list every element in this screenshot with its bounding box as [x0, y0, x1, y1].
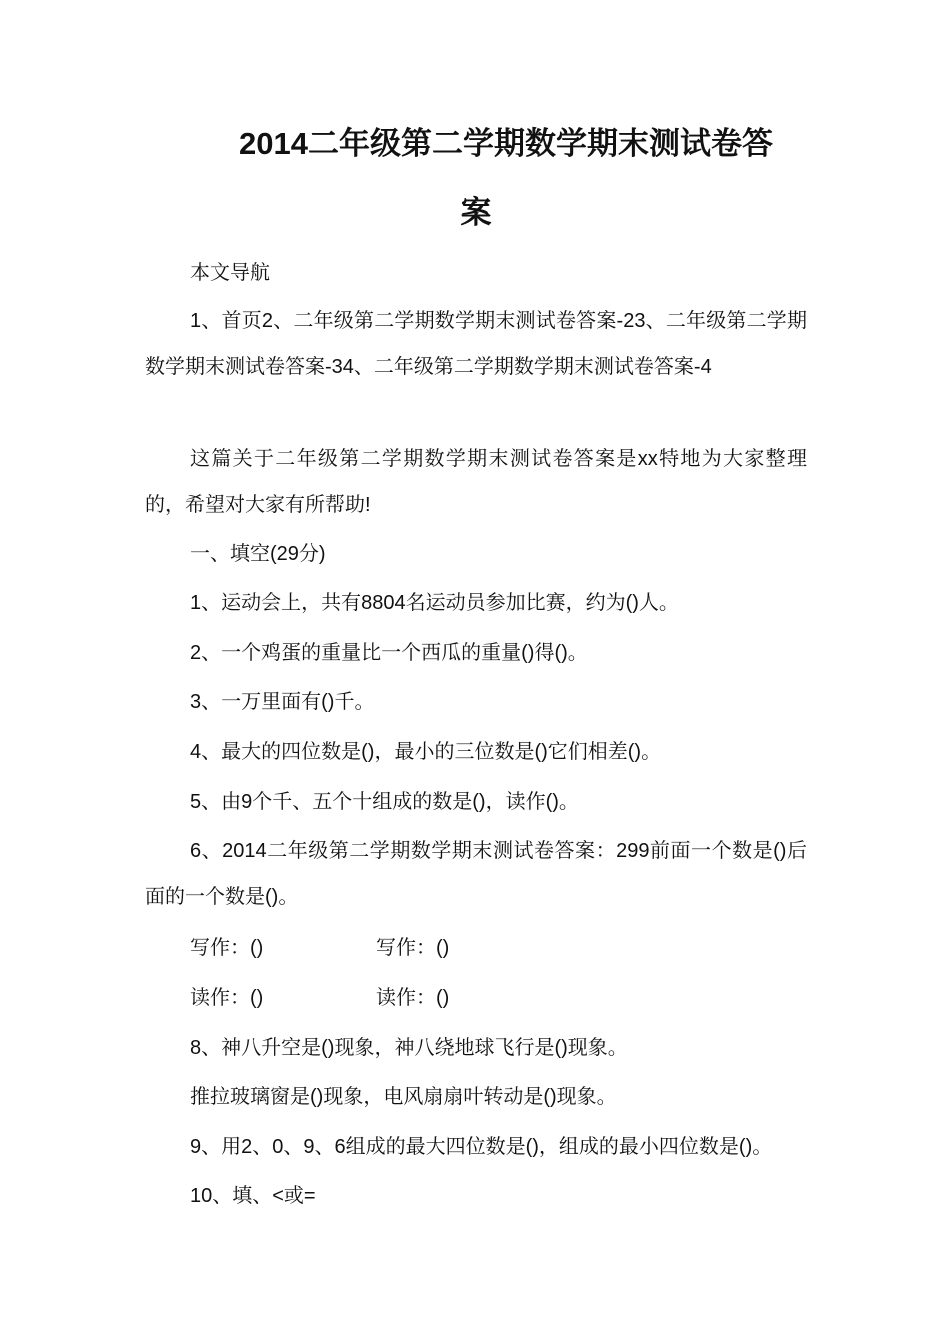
question-10: 10、填、<或=: [190, 1185, 316, 1207]
intro-paragraph: 这篇关于二年级第二学期数学期末测试卷答案是xx特地为大家整理的，希望对大家有所帮助!: [145, 448, 807, 516]
question-4: 4、最大的四位数是()，最小的三位数是()它们相差()。: [190, 741, 662, 763]
question-1: 1、运动会上，共有8804名运动员参加比赛，约为()人。: [190, 592, 679, 614]
question-9: 9、用2、0、9、6组成的最大四位数是()，组成的最小四位数是()。: [190, 1136, 773, 1158]
read-label-b: 读作：(): [376, 987, 450, 1009]
read-row: [190, 975, 562, 1021]
table-of-contents: 1、首页2、二年级第二学期数学期末测试卷答案-23、二年级第二学期数学期末测试卷答案-34、二年级第二学期数学期末测试卷答案-4: [145, 310, 807, 378]
write-label-b: 写作：(): [376, 937, 450, 959]
nav-heading: 本文导航: [190, 262, 270, 284]
question-5: 5、由9个千、五个十组成的数是()，读作()。: [190, 791, 579, 813]
question-8-continued: 推拉玻璃窗是()现象，电风扇扇叶转动是()现象。: [190, 1086, 617, 1108]
question-3: 3、一万里面有()千。: [190, 691, 375, 713]
document-title-line1: 2014二年级第二学期数学期末测试卷答: [239, 126, 773, 161]
question-8: 8、神八升空是()现象，神八绕地球飞行是()现象。: [190, 1037, 628, 1059]
document-title-line2: 案: [460, 195, 492, 230]
question-6: 6、2014二年级第二学期数学期末测试卷答案：299前面一个数是()后面的一个数是()。: [145, 840, 807, 908]
write-row: [190, 925, 562, 971]
read-label-a: 读作：(): [190, 987, 264, 1009]
question-2: 2、一个鸡蛋的重量比一个西瓜的重量()得()。: [190, 642, 588, 664]
write-label-a: 写作：(): [190, 937, 264, 959]
section-heading-fill-blank: 一、填空(29分): [190, 543, 326, 565]
